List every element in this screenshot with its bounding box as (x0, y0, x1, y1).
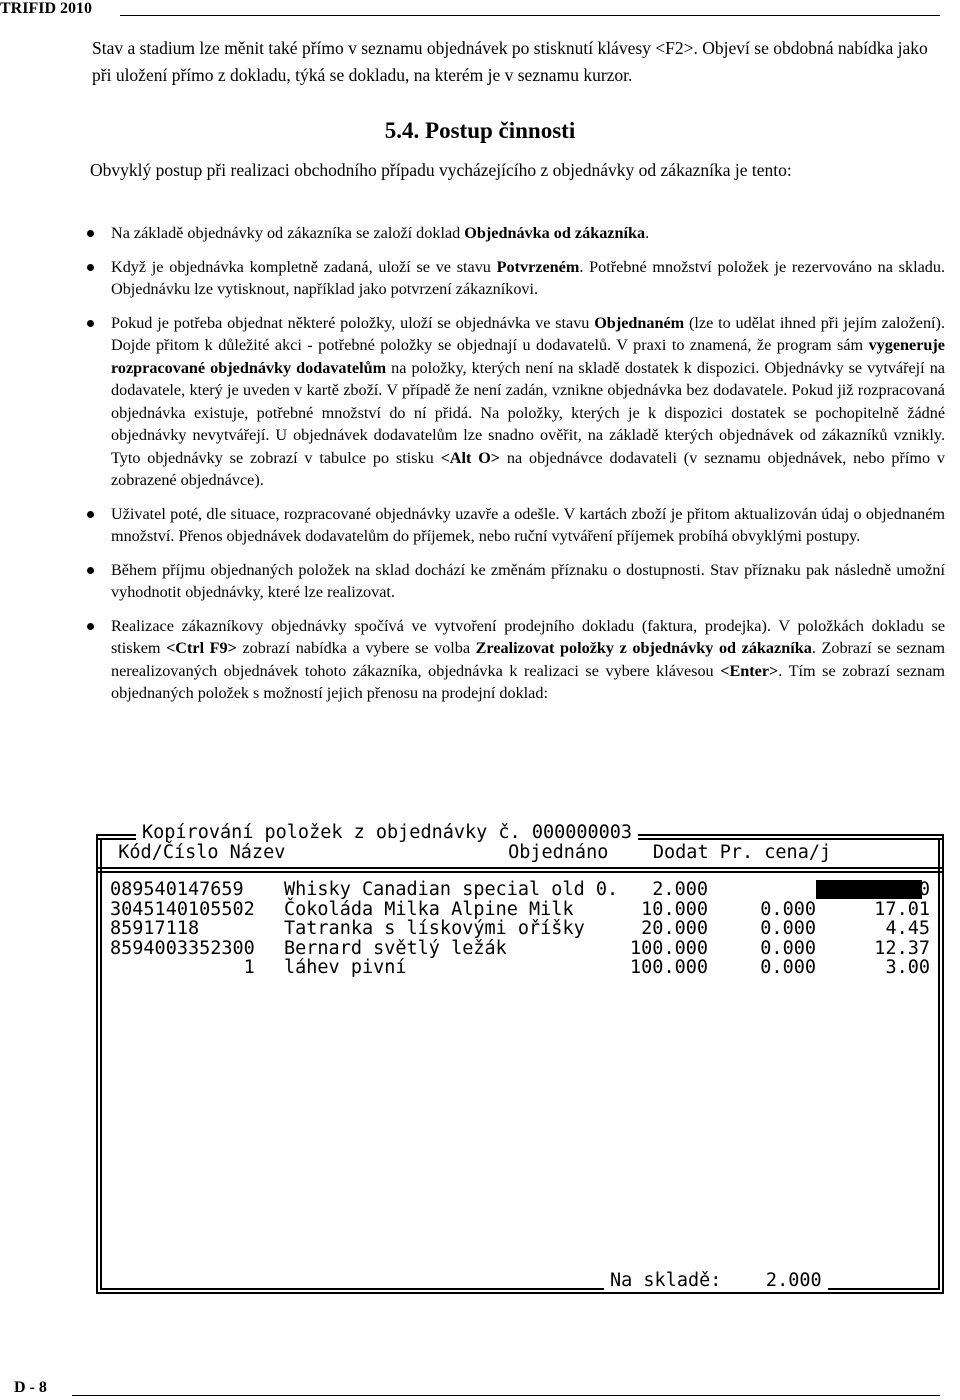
bold-text: Objednávka od zákazníka (464, 224, 646, 242)
header-rule (120, 15, 940, 16)
bold-text: <Alt O> (440, 448, 501, 467)
page-footer (0, 1378, 940, 1398)
text: . Tím se zobrazí seznam objednaných položek s možností jejich přenosu na prodejní doklad: (111, 661, 945, 702)
text: (lze to udělat ihned při jejím založení). Dojde přitom k důležité akci - potřebné položky se objednají u dodavatelů. V praxi to znamená, že program sám (111, 313, 945, 354)
list-item (0, 559, 960, 604)
table-row[interactable] (110, 900, 930, 920)
table-row[interactable] (110, 939, 930, 959)
cell-name: Čokoláda Milka Alpine Milk (284, 898, 574, 920)
text: zobrazí nabídka a vybere se volba (236, 639, 476, 657)
cell-price: 17.01 (874, 898, 930, 920)
bold-text: Potvrzeném (496, 257, 580, 276)
bold-text: <Enter> (720, 661, 779, 680)
bold-text: vygeneruje rozpracované objednávky dodavatelům (111, 336, 945, 377)
text: Uživatel poté, dle situace, rozpracované objednávky uzavře a odešle. V kartách zboží je přitom aktualizován údaj o objednaném množství. Přenos objednávek dodavatelům do příjemek, nebo ruční vytváření příjemek probíhá obvyklými postupy. (111, 504, 945, 545)
text: na objednávce dodavateli (v seznamu objednávek, nebo přímo v zobrazené objednávce). (111, 448, 945, 489)
cell-code: 3045140105502 (110, 898, 255, 920)
text: Pokud je potřeba objednat některé položky, uloží se objednávka ve stavu (111, 313, 595, 332)
list-item (0, 615, 960, 705)
frame-line (938, 874, 940, 1290)
frame-line (96, 871, 944, 873)
bold-text: <Ctrl F9> (166, 639, 237, 657)
stock-readout: Na skladě: 2.000 (604, 1270, 828, 1292)
list-item (0, 222, 960, 245)
cell-ordered: 2.000 (652, 879, 708, 900)
bold-text: Zrealizovat položky z objednávky od zákazníka (475, 639, 812, 657)
frame-line (100, 874, 102, 1290)
cell-name: Whisky Canadian special old 0. (284, 879, 619, 900)
item-list (110, 880, 930, 978)
footer-rule (72, 1395, 940, 1396)
bold-text: Objednaném (594, 313, 685, 332)
frame-line (96, 874, 98, 1294)
cell-name: Bernard světlý ležák (284, 937, 507, 959)
cell-code: 8594003352300 (110, 937, 255, 959)
cell-deliver: 0.000 (760, 937, 816, 959)
page-header (0, 0, 940, 18)
list-item (0, 256, 960, 301)
text: . Zobrazí se seznam nerealizovaných objednávek tohoto zákazníka, objednávka k realizaci se vybere klávesou (111, 639, 946, 680)
cell-deliver: 0.000 (760, 898, 816, 920)
column-header: Kód/Číslo Název Objednáno Dodat Pr. cena/j (96, 842, 832, 863)
frame-line (96, 1292, 944, 1294)
table-row[interactable] (110, 880, 930, 900)
cell-ordered: 10.000 (641, 898, 708, 920)
intro-paragraph (92, 35, 932, 89)
cell-ordered: 20.000 (641, 918, 708, 939)
list-item (0, 503, 960, 548)
text: Realizace zákazníkovy objednávky spočívá ve vytvoření prodejního dokladu (faktura, prodejka). V položkách dokladu se stiskem (111, 616, 945, 657)
frame-line (942, 874, 944, 1294)
text: Když je objednávka kompletně zadaná, uloží se ve stavu (111, 257, 497, 276)
cell-price: 12.37 (874, 937, 930, 959)
cell-code: 85917118 (110, 918, 200, 939)
cell-price: 0.00 (885, 879, 930, 900)
cell-name: láhev pivní (284, 957, 407, 978)
cell-ordered: 100.000 (630, 957, 708, 978)
section-title: 5.4. Postup činnosti (384, 118, 576, 143)
page-number: D - 8 (14, 1379, 47, 1396)
text: na položky, kterých není na skladě dostatek k dispozici. Objednávky se vytvářejí na dodavatele, který je uveden v kartě zboží. V případě že není zadán, vznikne objednávka bez dodavatele. Pokud již rozpracovaná objednávka existuje, potřebné množství do ní přidá. Na položky, kterých je k dispozici dostatek se pochopitelně žádné objednávky nevytvářejí. U objednávek dodavatelům lze snadno ověřit, na základě kterých objednávek od zákazníků vznikly. Tyto objednávky se zobrazí v tabulce po stisku (111, 358, 945, 467)
terminal-screenshot (96, 820, 944, 1300)
list-item (0, 312, 960, 492)
text: Na základě objednávky od zákazníka se založí doklad (111, 224, 465, 242)
table-row[interactable] (110, 919, 930, 939)
text: . Potřebné množství položek je rezervováno na skladu. Objednávku lze vytisknout, například jako potvrzení zákazníkovi. (111, 257, 945, 298)
lead-paragraph: Obvyklý postup při realizaci obchodního případu vycházejícího z objednávky od zákazníka je tento: (90, 160, 792, 180)
text: Během příjmu objednaných položek na sklad dochází ke změnám příznaku o dostupnosti. Stav příznaku pak následně umožní vyhodnotit objednávky, které lze realizovat. (111, 560, 945, 601)
cell-deliver: 0.000 (760, 957, 816, 978)
frame-line (96, 867, 944, 869)
intro-text: Stav a stadium lze měnit také přímo v seznamu objednávek po stisknutí klávesy <F2>. Objeví se obdobná nabídka jako při uložení přímo z dokladu, týká se dokladu, na kterém je v seznamu kurzor. (92, 38, 928, 85)
cell-deliver: 0.000 (760, 918, 816, 939)
text: . (645, 224, 650, 242)
cell-price: 3.00 (885, 957, 930, 978)
terminal-title: Kopírování položek z objednávky č. 000000003 (136, 822, 638, 844)
header-title: TRIFID 2010 (0, 0, 93, 17)
bullet-list (0, 222, 960, 716)
cell-code: 1 (110, 957, 255, 978)
table-row[interactable] (110, 958, 930, 978)
cell-ordered: 100.000 (630, 937, 708, 959)
cell-code: 089540147659 (110, 879, 244, 900)
cell-name: Tatranka s lískovými oříšky (284, 918, 585, 939)
cell-price: 4.45 (885, 918, 930, 939)
